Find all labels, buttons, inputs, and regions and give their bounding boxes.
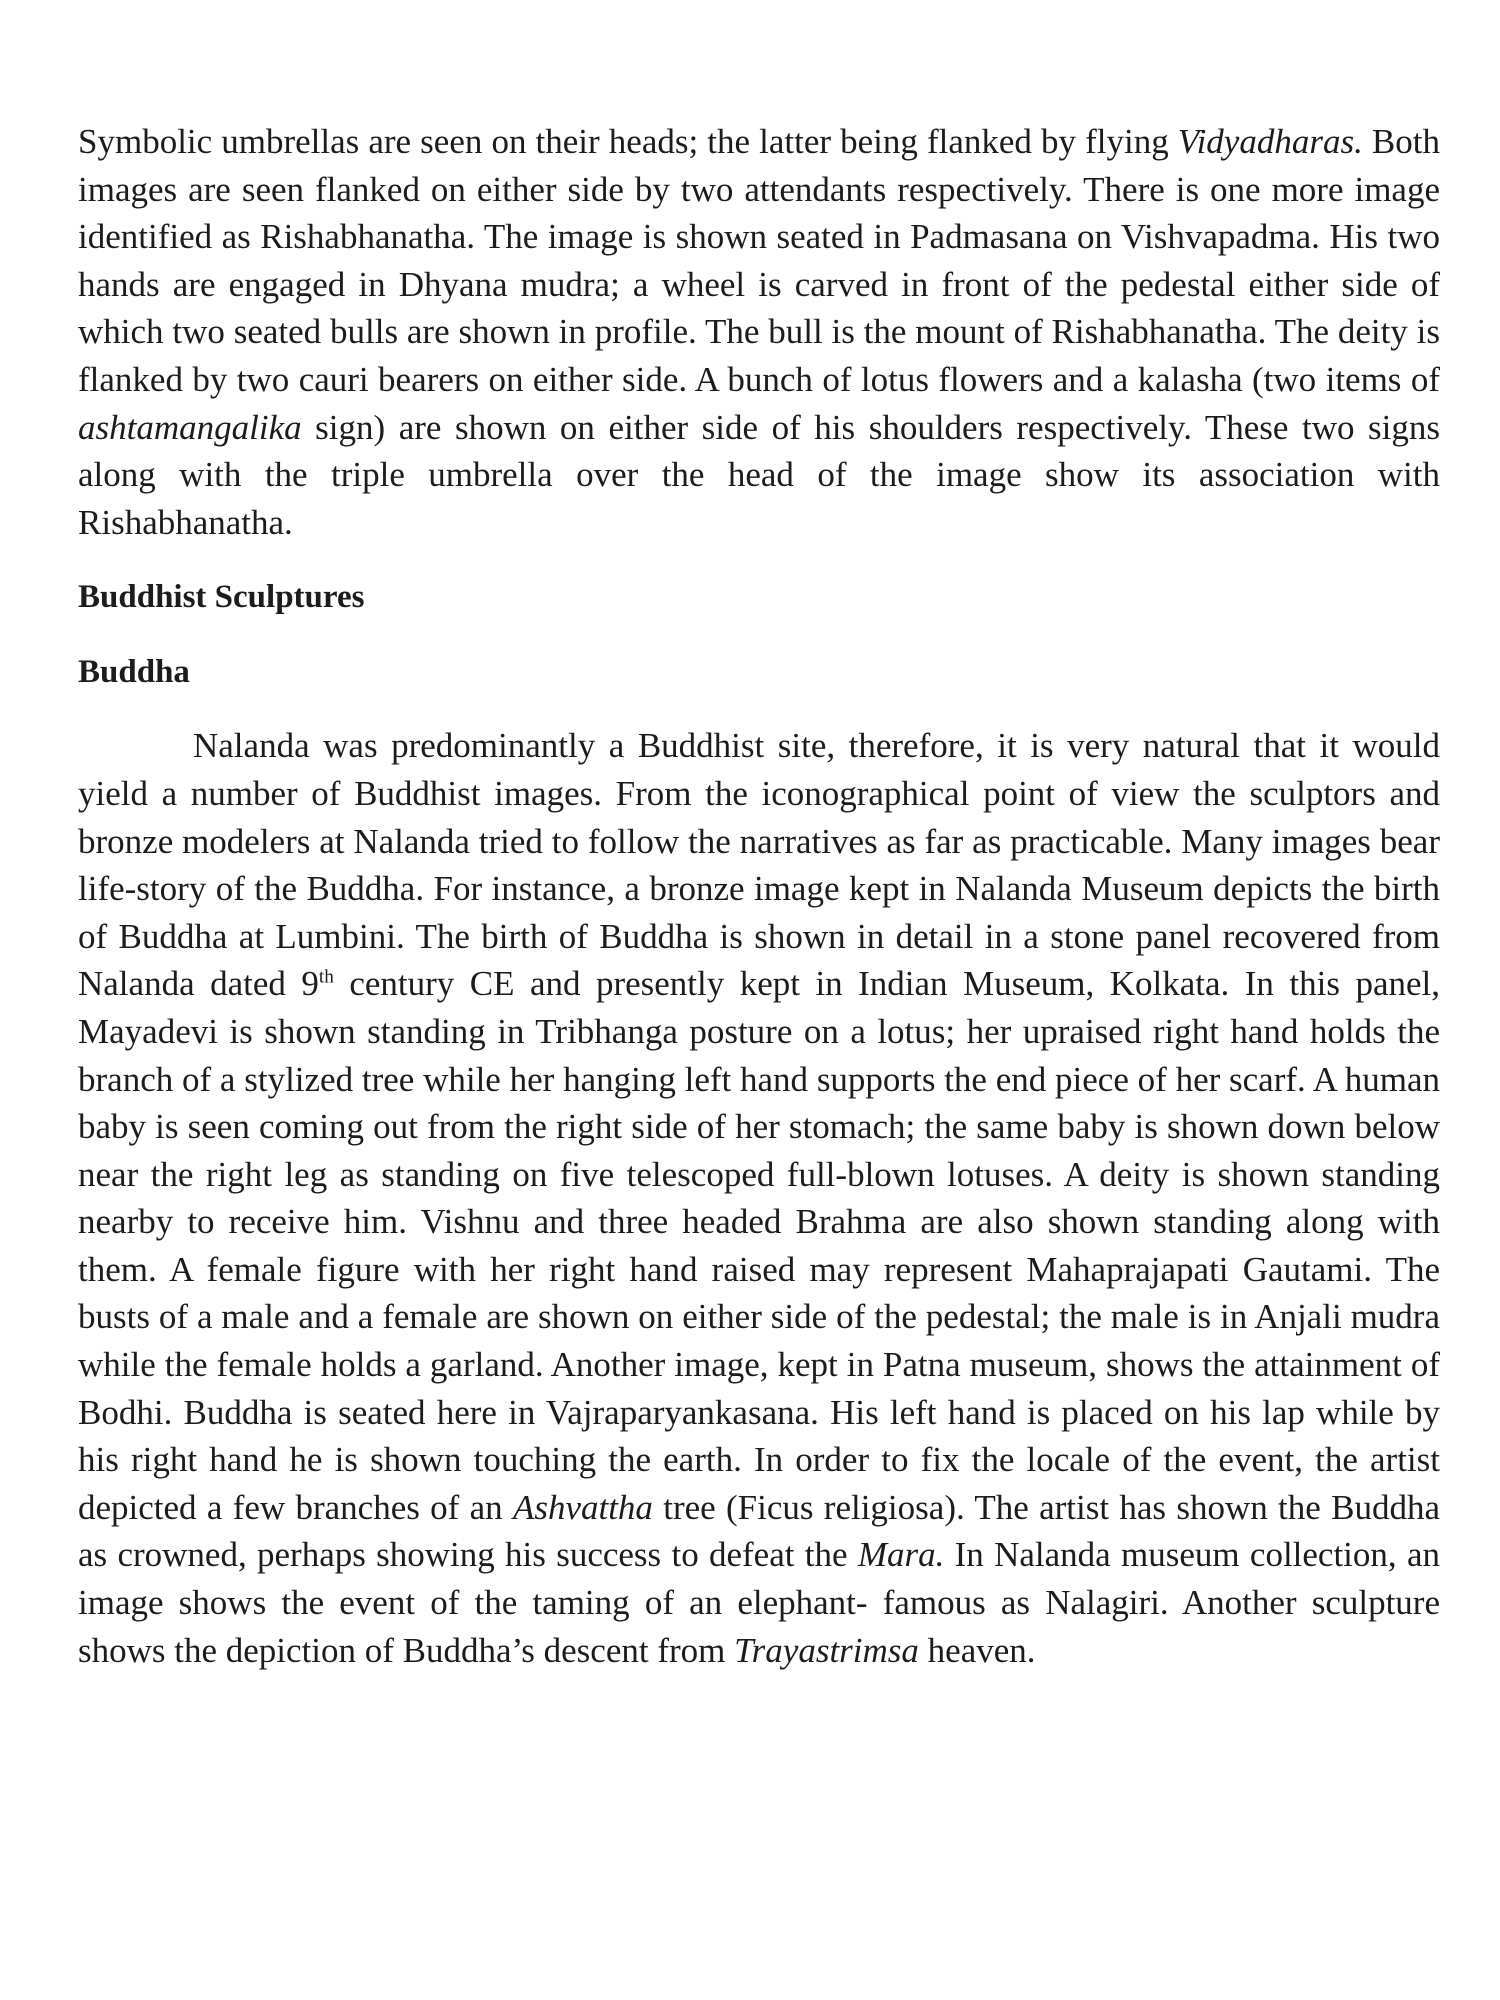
section-heading-buddhist-sculptures: Buddhist Sculptures <box>78 579 365 616</box>
italic-term-ashtamangalika: ashtamangalika <box>78 407 302 447</box>
text-run: Nalanda was predominantly a Buddhist site, therefore, it is very natural that it would yield a number of Buddhist images. From the iconographical point of view the sculptors and bronze modelers at Nalanda tried to follow the narratives as far as practicable. Many images bear life-story of the Buddha. For instance, a bronze image kept in Nalanda Museum depicts the birth of Buddha at Lumbini. The birth of Buddha is shown in detail in a stone panel recovered from Nalanda dated 9 <box>78 726 1440 1004</box>
text-run: In Nalanda museum collection, an image shows the event of the taming of an elephant- famous as Nalagiri. Another sculpture shows the depiction of Buddha’s descent from <box>78 1535 1440 1670</box>
italic-term-vidyadharas: Vidyadharas. <box>1177 122 1363 161</box>
italic-term-trayastrimsa: Trayastrimsa <box>734 1630 919 1670</box>
text-run: sign) are shown on either side of his shoulders respectively. These two signs along with the triple umbrella over the head of the image show its association with Rishabhanatha. <box>78 407 1440 542</box>
paragraph-buddha <box>78 722 1440 1674</box>
text-run: tree (Ficus religiosa). The artist has shown the Buddha as crowned, perhaps showing his success to defeat the <box>78 1487 1441 1575</box>
superscript-th: th <box>318 966 334 988</box>
italic-term-mara: Mara. <box>857 1535 945 1575</box>
text-run: Symbolic umbrellas are seen on their heads; the latter being flanked by flying <box>78 122 1178 161</box>
subsection-heading-buddha: Buddha <box>78 654 190 691</box>
text-run: heaven. <box>918 1630 1036 1670</box>
paragraph-rishabhanatha <box>78 118 1440 546</box>
text-run: century CE and presently kept in Indian Museum, Kolkata. In this panel, Mayadevi is shown standing in Tribhanga posture on a lotus; her upraised right hand holds the branch of a stylized tree while her hanging left hand supports the end piece of her scarf. A human baby is seen coming out from the right side of her stomach; the same baby is shown down below near the right leg as standing on five telescoped full-blown lotuses. A deity is shown standing nearby to receive him. Vishnu and three headed Brahma are also shown standing along with them. A female figure with her right hand raised may represent Mahaprajapati Gautami. The busts of a male and a female are shown on either side of the pedestal; the male is in Anjali mudra while the female holds a garland. Another image, kept in Patna museum, shows the attainment of Bodhi. Buddha is seated here in Vajraparyankasana. His left hand is placed on his lap while by his right hand he is shown touching the earth. In order to fix the locale of the event, the artist depicted a few branches of an <box>78 964 1440 1527</box>
document-page <box>78 118 1440 1674</box>
italic-term-ashvattha: Ashvattha <box>512 1487 653 1527</box>
text-run: Both images are seen flanked on either side by two attendants respectively. There is one more image identified as Rishabhanatha. The image is shown seated in Padmasana on Vishvapadma. His two hands are engaged in Dhyana mudra; a wheel is carved in front of the pedestal either side of which two seated bulls are shown in profile. The bull is the mount of Rishabhanatha. The deity is flanked by two cauri bearers on either side. A bunch of lotus flowers and a kalasha (two items of <box>78 122 1441 399</box>
